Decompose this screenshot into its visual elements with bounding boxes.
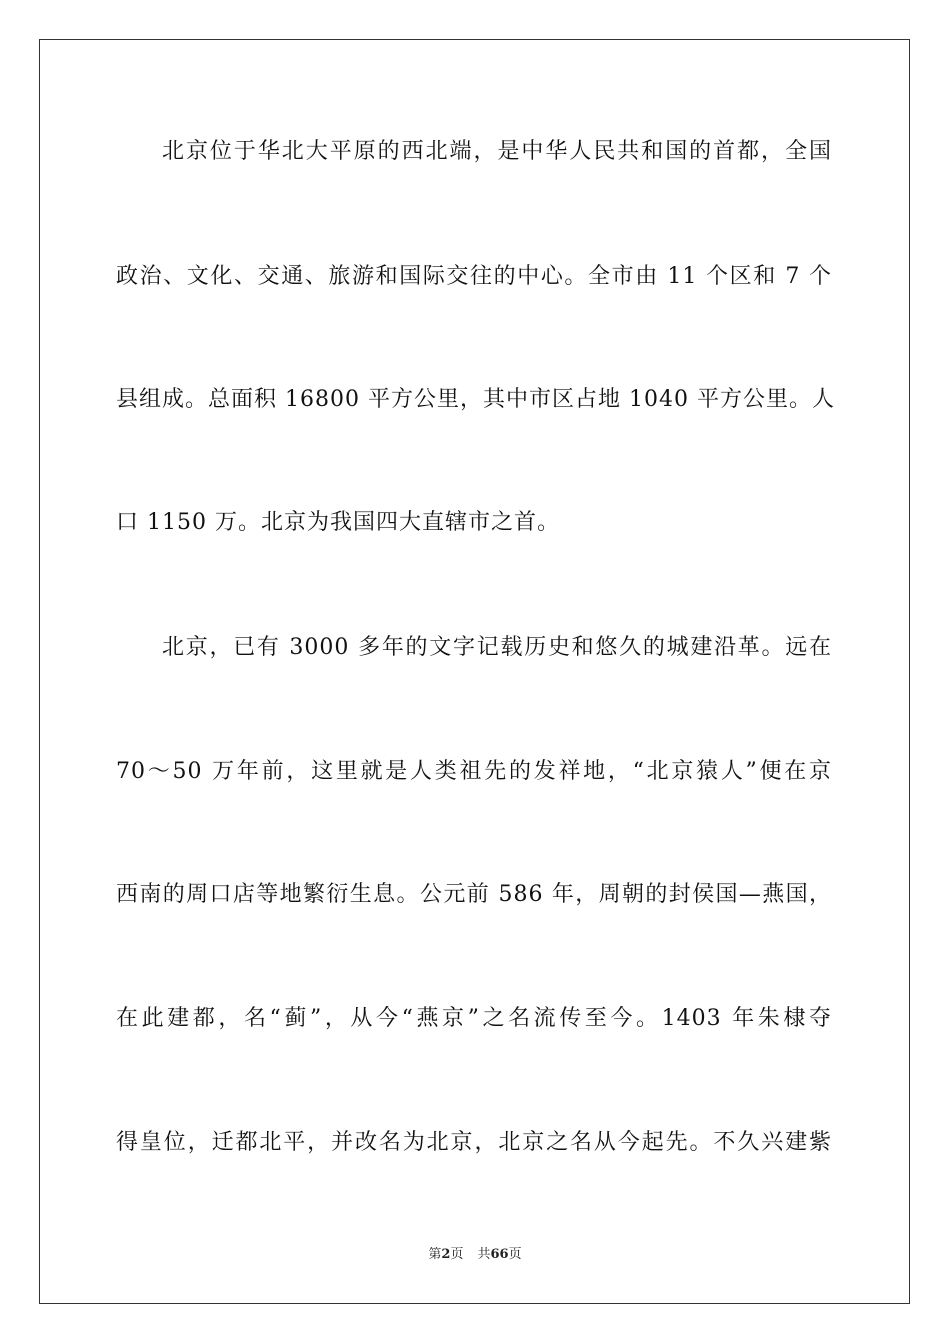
page-footer	[0, 1246, 950, 1264]
paragraph-1-line-2: 政治、文化、交通、旅游和国际交往的中心。全市由 11 个区和 7 个	[116, 264, 832, 289]
paragraph-1-line-1: 北京位于华北大平原的西北端，是中华人民共和国的首都，全国	[162, 139, 832, 164]
paragraph-2-line-5: 得皇位，迁都北平，并改名为北京，北京之名从今起先。不久兴建紫	[116, 1130, 832, 1155]
footer-page-prefix: 第	[428, 1247, 442, 1262]
footer-total-prefix: 共	[477, 1247, 491, 1262]
footer-total-pages: 66	[490, 1247, 509, 1262]
paragraph-1-line-4: 口 1150 万。北京为我国四大直辖市之首。	[116, 510, 560, 535]
footer-page-number: 2	[441, 1247, 451, 1262]
page-border	[39, 39, 910, 1304]
paragraph-2-line-2: 70～50 万年前，这里就是人类祖先的发祥地，“北京猿人”便在京	[116, 759, 832, 784]
footer-total-suffix: 页	[508, 1247, 522, 1262]
paragraph-2-line-1: 北京，已有 3000 多年的文字记载历史和悠久的城建沿革。远在	[162, 635, 832, 660]
paragraph-1-line-3: 县组成。总面积 16800 平方公里，其中市区占地 1040 平方公里。人	[116, 387, 835, 412]
footer-page-suffix: 页	[450, 1247, 464, 1262]
paragraph-2-line-3: 西南的周口店等地繁衍生息。公元前 586 年，周朝的封侯国—燕国，	[116, 882, 832, 907]
paragraph-2-line-4: 在此建都，名“蓟”，从今“燕京”之名流传至今。1403 年朱棣夺	[116, 1006, 832, 1031]
